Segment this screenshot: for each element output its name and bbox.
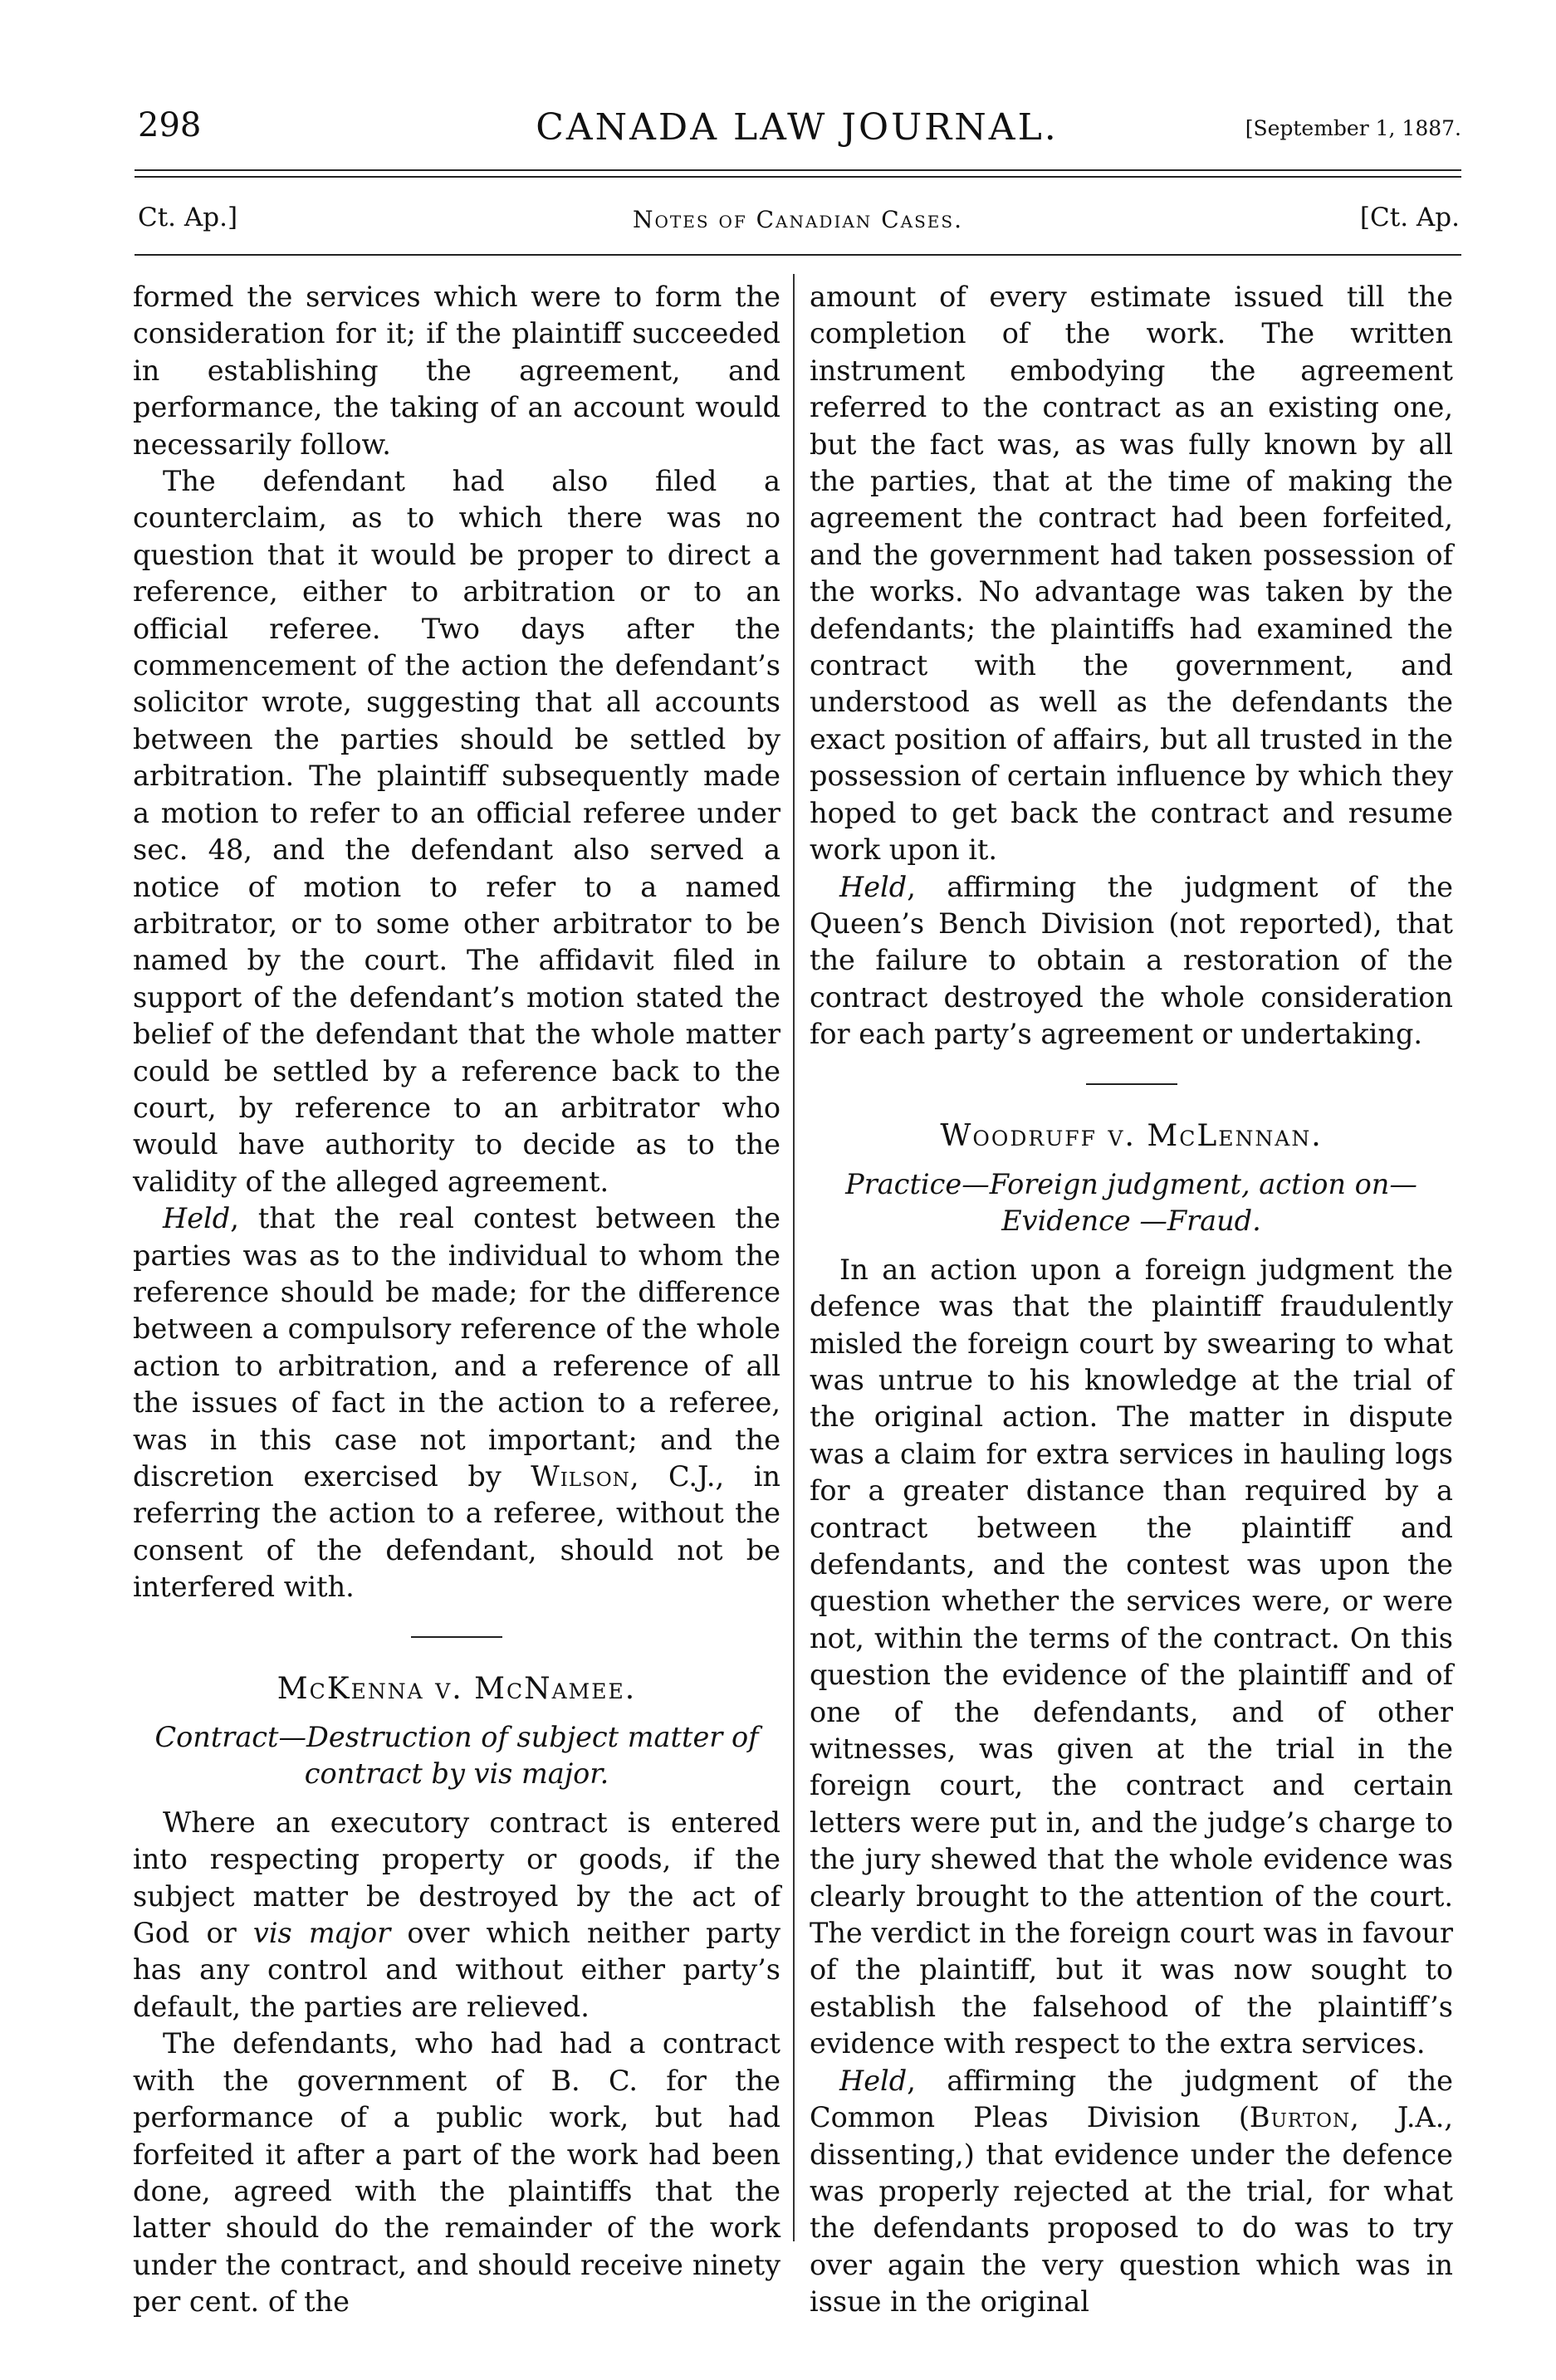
held-label: Held xyxy=(839,870,908,903)
running-head-rule xyxy=(135,254,1461,256)
paragraph: formed the services which were to form the consideration for it; if the plaintiff succeeded in establishing the agreement, and performance, the taking of an account would necessarily follow. xyxy=(133,281,780,461)
journal-title: CANADA LAW JOURNAL. xyxy=(536,106,1059,149)
paragraph: The defendant had also filed a counterclaim, as to which there was no question that it would be proper to direct a reference, either to arbitration or to an official referee. Two days after the commencement of the action the defendant’s solicitor wrote, suggesting that all accounts between the parties should be settled by arbitration. The plaintiff subsequently made a motion to refer to an official referee under sec. 48, and the defendant also served a notice of motion to refer to a named arbitrator, or to some other arbitrator to be named by the court. The affidavit filed in support of the defendant’s motion stated the belief of the defendant that the whole matter could be settled by a reference back to the court, by reference to an arbitrator who would have authority to decide as to the validity of the alleged agreement. xyxy=(133,465,780,1198)
left-column xyxy=(133,279,780,2321)
latin-term: vis major xyxy=(252,1917,391,1950)
judge-name: Wilson xyxy=(531,1460,630,1493)
running-head-left: Ct. Ap.] xyxy=(138,203,238,232)
issue-date: [September 1, 1887. xyxy=(1245,116,1461,140)
page-number: 298 xyxy=(138,106,202,144)
paragraph-text: , affirming the judgment of the Common Pleas Division ( xyxy=(810,2064,1453,2134)
judge-name: Burton xyxy=(1249,2101,1351,2134)
held-label: Held xyxy=(163,1202,231,1235)
paragraph-text: , that the real contest between the parties was as to the individual to whom the reference should be made; for the difference between a compulsory reference of the whole action to arbitration, and a reference of all the issues of fact in the action to a referee, was in this case not important; and the discretion exercised by xyxy=(133,1202,780,1493)
paragraph-text: , affirming the judgment of the Queen’s Bench Division (not reported), that the failure to obtain a restoration of the contract destroyed the whole consideration for each party’s agreement or undertaking. xyxy=(810,870,1453,1051)
paragraph-text: over which neither party has any control and without either party’s default, the parties are relieved. xyxy=(133,1917,781,2023)
section-separator xyxy=(411,1636,502,1638)
case-title: McKenna v. McNamee. xyxy=(276,1671,637,1706)
running-head-right: [Ct. Ap. xyxy=(1359,203,1460,232)
held-paragraph xyxy=(810,2063,1453,2321)
paragraph-text: , J.A., dissenting,) that evidence under the defence was properly rejected at the trial, for what the defendants proposed to do was to try over again the very question which was in issue in the original xyxy=(810,2101,1454,2319)
header-rule-top xyxy=(135,169,1461,171)
held-label: Held xyxy=(839,2064,908,2097)
held-paragraph xyxy=(810,869,1453,1053)
paragraph-text: Where an executory contract is entered into respecting property or goods, if the subject matter be destroyed by the act of God or xyxy=(133,1806,780,1950)
case-catchwords: Contract—Destruction of subject matter of contract by vis major. xyxy=(154,1721,759,1791)
paragraph: In an action upon a foreign judgment the defence was that the plaintiff fraudulently misled the foreign court by swearing to what was untrue to his knowledge at the trial of the original action. The matter in dispute was a claim for extra services in hauling logs for a greater distance than required by a contract between the plaintiff and defendants, and the contest was upon the question whether the services were, or were not, within the terms of the contract. On this question the evidence of the plaintiff and of one of the defendants, and of other witnesses, was given at the trial in the foreign court, the contract and certain letters were put in, and the judge’s charge to the jury shewed that the whole evidence was clearly brought to the attention of the court. The verdict in the foreign court was in favour of the plaintiff, but it was now sought to establish the falsehood of the plaintiff’s evidence with respect to the extra services. xyxy=(810,1253,1453,2060)
case-catchwords: Practice—Foreign judgment, action on—Evidence —Fraud. xyxy=(845,1167,1417,1238)
running-head-center: Notes of Canadian Cases. xyxy=(633,206,963,233)
running-head xyxy=(135,203,1461,236)
header-rule-bottom xyxy=(135,176,1461,178)
held-paragraph xyxy=(133,1200,780,1605)
column-divider xyxy=(793,274,795,2241)
paragraph-text: , C.J., in referring the action to a referee, without the consent of the defendant, should not be interfered with. xyxy=(133,1460,780,1604)
paragraph: The defendants, who had had a contract with the government of B. C. for the performance of a public work, but had forfeited it after a part of the work had been done, agreed with the plaintiffs that the latter should do the remainder of the work under the contract, and should receive ninety per cent. of the xyxy=(133,2027,780,2319)
masthead xyxy=(133,106,1461,156)
right-column xyxy=(810,279,1453,2321)
section-separator xyxy=(1086,1083,1177,1085)
case-title: Woodruff v. McLennan. xyxy=(940,1118,1323,1153)
paragraph: amount of every estimate issued till the completion of the work. The written instrument embodying the agreement referred to the contract as an existing one, but the fact was, as was fully known by all the parties, that at the time of making the agreement the contract had been forfeited, and the government had taken possession of the works. No advantage was taken by the defendants; the plaintiffs had examined the contract with the government, and understood as well as the defendants the exact position of affairs, but all trusted in the possession of certain influence by which they hoped to get back the contract and resume work upon it. xyxy=(810,281,1453,867)
paragraph xyxy=(133,1805,780,2026)
